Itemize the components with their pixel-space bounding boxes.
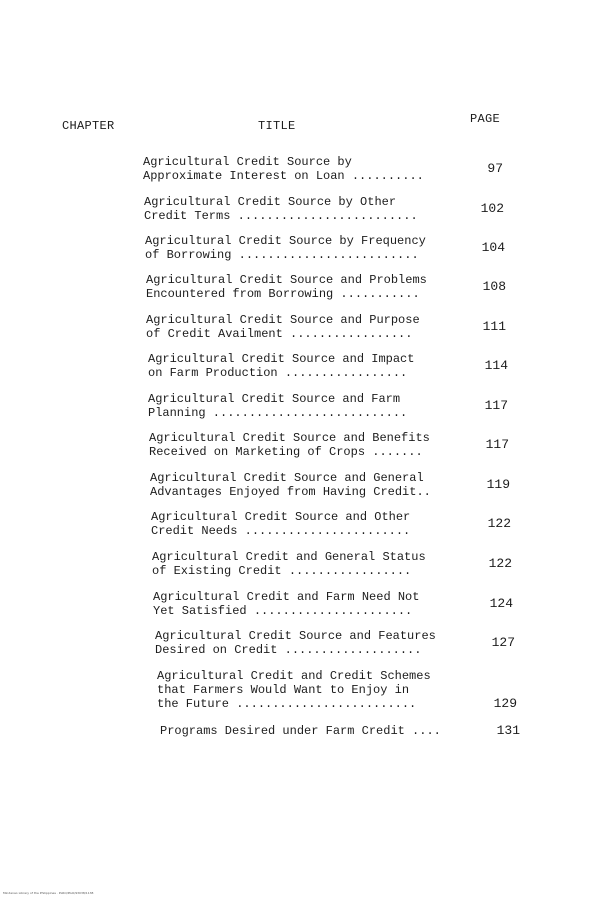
toc-entry-line: on Farm Production ................. <box>148 366 408 380</box>
toc-entry-line: Yet Satisfied ...................... <box>153 604 413 618</box>
toc-entry-line: Agricultural Credit and Farm Need Not <box>153 590 420 604</box>
toc-entry-page-number: 97 <box>487 161 503 176</box>
toc-entry-line: Agricultural Credit Source and Purpose <box>146 313 420 327</box>
toc-entry-title <box>146 313 464 341</box>
toc-entry-page-number: 111 <box>482 319 506 334</box>
toc-entry <box>146 313 506 341</box>
toc-entry-title <box>160 724 478 738</box>
toc-entry-line: Credit Needs ....................... <box>151 524 411 538</box>
toc-entry <box>148 392 508 420</box>
toc-entry-title <box>148 392 466 420</box>
toc-entry-page-number: 102 <box>480 201 504 216</box>
toc-entry <box>153 590 513 618</box>
toc-entry-title <box>146 273 464 301</box>
toc-entry-line: Agricultural Credit and Credit Schemes <box>157 669 431 683</box>
toc-entry-line: Agricultural Credit and General Status <box>152 550 426 564</box>
toc-entry-line: Agricultural Credit Source and Other <box>151 510 411 524</box>
toc-entry-line: Credit Terms ......................... <box>144 209 418 223</box>
toc-entry-line: Agricultural Credit Source and Impact <box>148 352 415 366</box>
toc-entry-title <box>143 155 461 183</box>
toc-entry-line: Agricultural Credit Source and Problems <box>146 273 427 287</box>
toc-entry-line: Received on Marketing of Crops ....... <box>149 445 423 459</box>
toc-entry-line: Planning ........................... <box>148 406 408 420</box>
toc-entry-line: that Farmers Would Want to Enjoy in <box>157 683 410 697</box>
toc-entry-title <box>155 629 473 657</box>
toc-entry-page-number: 117 <box>485 437 509 452</box>
toc-entry-page-number: 129 <box>493 696 517 711</box>
toc-entry-page-number: 124 <box>489 596 513 611</box>
toc-entry-title <box>151 510 469 538</box>
toc-entry-page-number: 114 <box>484 358 508 373</box>
toc-entry <box>151 510 511 538</box>
toc-entry <box>148 352 508 380</box>
toc-entry-title <box>153 590 471 618</box>
toc-entry-title <box>157 669 475 711</box>
toc-entry-title <box>152 550 470 578</box>
chapter-column-header: CHAPTER <box>62 119 115 133</box>
toc-entry <box>144 195 504 223</box>
toc-entry-line: Advantages Enjoyed from Having Credit.. <box>150 485 431 499</box>
toc-entry-title <box>144 195 462 223</box>
toc-entry-line: the Future ......................... <box>157 697 417 711</box>
toc-entry <box>143 155 503 183</box>
toc-entry-line: Agricultural Credit Source and Benefits <box>149 431 430 445</box>
toc-entry-line: Agricultural Credit Source by <box>143 155 352 169</box>
toc-entry-line: Agricultural Credit Source and General <box>150 471 424 485</box>
toc-entry-line: Approximate Interest on Loan .......... <box>143 169 424 183</box>
toc-entry-line: Desired on Credit ................... <box>155 643 422 657</box>
toc-entry-page-number: 117 <box>484 398 508 413</box>
toc-entry <box>152 550 512 578</box>
footer-note: Mindanao Library of the Philippines · PLRO/PGO/93038/1138 <box>3 891 94 895</box>
toc-entry <box>146 273 506 301</box>
toc-entry <box>157 669 517 711</box>
toc-entry-page-number: 127 <box>491 635 515 650</box>
toc-entry <box>155 629 515 657</box>
toc-entry <box>150 471 510 499</box>
toc-entry-title <box>150 471 468 499</box>
toc-entry <box>149 431 509 459</box>
toc-entry-page-number: 108 <box>482 279 506 294</box>
toc-entry-page-number: 131 <box>496 723 520 738</box>
toc-entry-page-number: 119 <box>486 477 510 492</box>
toc-entry-line: Agricultural Credit Source and Features <box>155 629 436 643</box>
toc-entry-title <box>148 352 466 380</box>
page-column-header: PAGE <box>470 112 501 126</box>
toc-entry-line: of Existing Credit ................. <box>152 564 412 578</box>
toc-entry-title <box>149 431 467 459</box>
toc-entry-page-number: 122 <box>487 516 511 531</box>
toc-entry <box>160 724 520 738</box>
toc-entry-line: of Credit Availment ................. <box>146 327 413 341</box>
toc-entry-title <box>145 234 463 262</box>
toc-entry-line: of Borrowing ......................... <box>145 248 419 262</box>
toc-entry-line: Encountered from Borrowing ........... <box>146 287 420 301</box>
toc-entry-line: Agricultural Credit Source and Farm <box>148 392 401 406</box>
toc-entry-line: Agricultural Credit Source by Frequency <box>145 234 426 248</box>
title-column-header: TITLE <box>258 119 296 133</box>
toc-entry-line: Agricultural Credit Source by Other <box>144 195 397 209</box>
toc-entry <box>145 234 505 262</box>
toc-entry-line: Programs Desired under Farm Credit .... <box>160 724 441 738</box>
toc-entry-page-number: 122 <box>488 556 512 571</box>
toc-entry-page-number: 104 <box>481 240 505 255</box>
